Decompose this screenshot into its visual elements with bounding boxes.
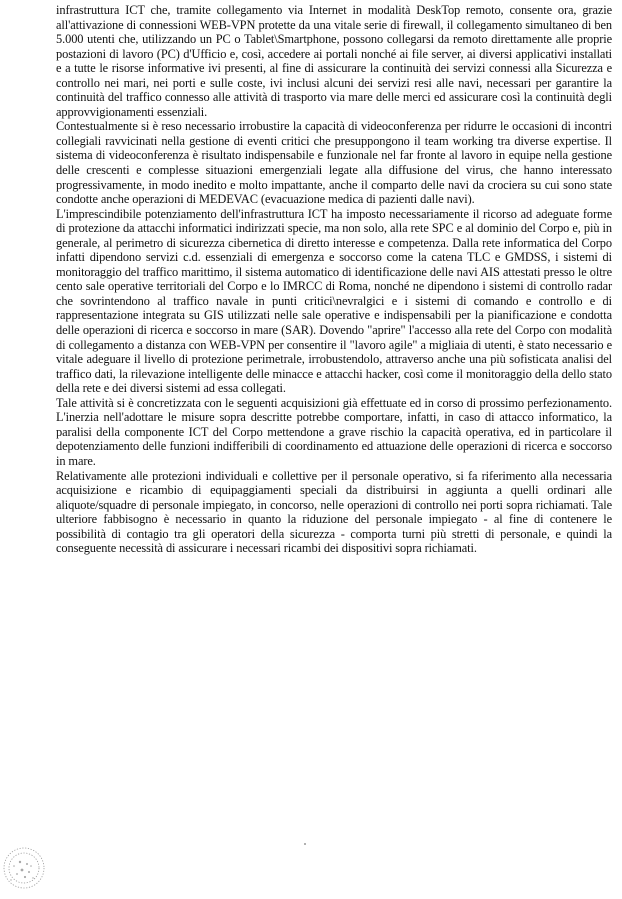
document-body xyxy=(56,3,612,556)
paragraph-personal-protection: Relativamente alle protezioni individuali e collettive per il personale operativo, si fa riferimento alla necessaria acquisizione e ricambio di equipaggiamenti speciali da distribuirsi in aggiunta a quelli ordinari alle aliquote/squadre di personale impiegato, in concorso, nelle operazioni di controllo nei porti sopra richiamati. Tale ulteriore fabbisogno è necessario in quanto la riduzione del personale impiegato - al fine di contenere le possibilità di contagio tra gli operatori della sicurezza - comporta turni più stretti di personale, e quindi la conseguente necessità di assicurare i necessari ricambi dei dispositivi sopra richiamati. xyxy=(56,468,612,556)
paragraph-cyber-protection: L'imprescindibile potenziamento dell'infrastruttura ICT ha imposto necessariamente il ricorso ad adeguate forme di protezione da attacchi informatici indirizzati specie, ma non solo, alla rete SPC e al dominio del Corpo e, più in generale, al perimetro di sicurezza cibernetica di diretto interesse e competenza. Dalla rete informatica del Corpo infatti dipendono servizi c.d. essenziali di emergenza e soccorso come la catena TLC e GMDSS, i sistemi di monitoraggio del traffico marittimo, il sistema automatico di identificazione delle navi AIS attestati presso le oltre cento sale operative territoriali del Corpo e lo IMRCC di Roma, nonché ne dipendono i sistemi di controllo radar che sovrintendono al traffico navale in punti critici\nevralgici e i sistemi di comando e controllo e di rappresentazione integrata su GIS utilizzati nelle sale operative e indispensabili per la pianificazione e condotta delle operazioni di ricerca e soccorso in mare (SAR). Dovendo "aprire" l'accesso alla rete del Corpo con modalità di collegamento a distanza con WEB-VPN per consentire il "lavoro agile" a migliaia di utenti, è stato necessario e vitale adeguare il livello di protezione perimetrale, irrobustendolo, attraverso anche una più sofisticata analisi del traffico dati, la rilevazione intelligente delle minacce e attacchi hacker, così come il monitoraggio della dello stato della rete e dei diversi sistemi ad essa collegati. xyxy=(56,206,612,396)
paragraph-acquisitions: Tale attività si è concretizzata con le seguenti acquisizioni già effettuate ed in corso di prossimo perfezionamento. L'inerzia nell'adottare le misure sopra descritte potrebbe comportare, infatti, in caso di attacco informatico, la paralisi della componente ICT del Corpo mettendone a grave rischio la capacità operativa, ed in particolare il depotenziamento delle funzioni indifferibili di coordinamento ed attuazione delle operazioni di ricerca e soccorso in mare. xyxy=(56,395,612,468)
paragraph-ict-remote-access: infrastruttura ICT che, tramite collegamento via Internet in modalità DeskTop remoto, consente ora, grazie all'attivazione di connessioni WEB-VPN protette da una vitale serie di firewall, il collegamento simultaneo di ben 5.000 utenti che, utilizzando un PC o Tablet\Smartphone, possono collegarsi da remoto direttamente alle proprie postazioni di lavoro (PC) d'Ufficio e, così, accedere ai portali nonché ai file server, ai diversi applicativi installati e a tutte le risorse informative ivi presenti, al fine di assicurare la continuità dei servizi connessi alla Sicurezza e controllo nei mari, nei porti e sulle coste, ivi inclusi alcuni dei servizi resi alle navi, necessari per garantire la continuità del traffico connesso alle attività di trasporto via mare delle merci ed assicurare così la continuità degli approvvigionamenti essenziali. xyxy=(56,3,612,119)
scan-speck xyxy=(304,843,306,845)
paragraph-videoconference: Contestualmente si è reso necessario irrobustire la capacità di videoconferenza per ridurre le occasioni di incontri collegiali ravvicinati nella gestione di eventi critici che presuppongono il team working tra diverse expertise. Il sistema di videoconferenza è risultato indispensabile e funzionale nel far fronte al lavoro in equipe nella gestione delle crescenti e complesse situazioni emergenziali legate alla diffusione del virus, che hanno interessato progressivamente, in modo inedito e molto impattante, anche il comparto delle navi da crociera su cui sono state condotte anche operazioni di MEDEVAC (evacuazione medica di pazienti dalle navi). xyxy=(56,119,612,207)
official-stamp-icon xyxy=(2,842,46,892)
